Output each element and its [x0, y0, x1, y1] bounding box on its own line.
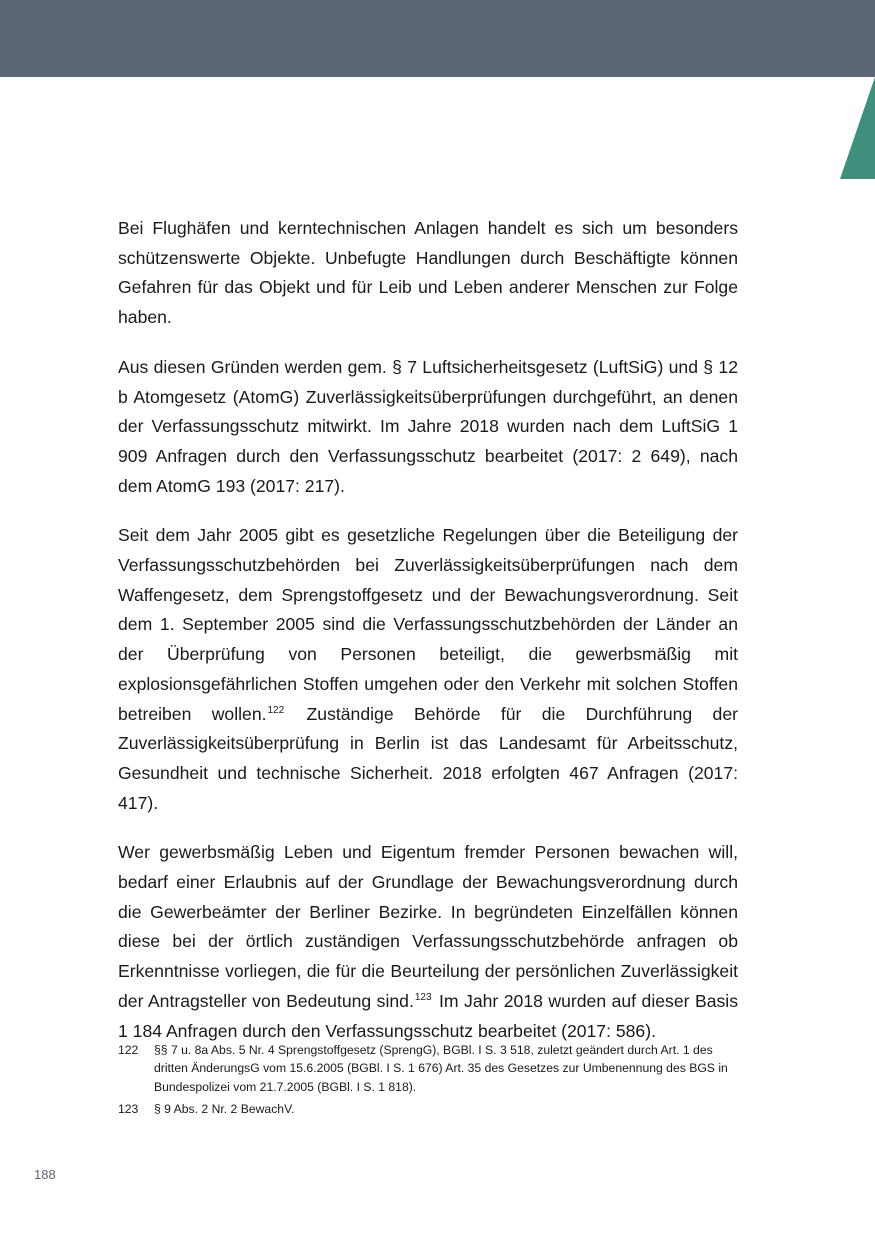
footnote-number: 123 — [118, 1102, 139, 1117]
header-bar — [0, 0, 875, 77]
body-text — [118, 214, 738, 1046]
paragraph-4 — [118, 838, 738, 1046]
paragraph-3-part-1: Seit dem Jahr 2005 gibt es gesetzliche Regelungen über die Beteiligung der Verfassungsschutzbehörden bei Zuverlässigkeitsüberprüfungen nach dem Waffengesetz, dem Sprengstoffgesetz und der Bewachungsverordnung. Seit dem 1. September 2005 sind die Verfassungsschutzbehörden der Länder an der Überprüfung von Personen beteiligt, die gewerbsmäßig mit explosionsgefährlichen Stoffen umgehen oder den Verkehr mit solchen Stoffen betreiben wollen. — [118, 525, 738, 724]
footnote-text: § 9 Abs. 2 Nr. 2 BewachV. — [154, 1102, 295, 1117]
paragraph-3 — [118, 521, 738, 818]
paragraph-4-part-2: Im Jahr 2018 wurden auf dieser Basis 1 184 Anfragen durch den Verfassungsschutz bearbeitet (2017: 586). — [118, 990, 738, 1041]
footnote-ref-123[interactable]: 123 — [414, 992, 432, 1004]
footnote-122 — [118, 1041, 740, 1096]
footnote-number: 122 — [118, 1043, 139, 1057]
page-number: 188 — [34, 1167, 56, 1182]
paragraph-4-part-1: Wer gewerbsmäßig Leben und Eigentum fremder Personen bewachen will, bedarf einer Erlaubnis auf der Grundlage der Bewachungsverordnung durch die Gewerbeämter der Berliner Bezirke. In begründeten Einzelfällen können diese bei der örtlich zuständigen Verfassungsschutzbehörde anfragen ob Erkenntnisse vorliegen, die für die Beurteilung der persönlichen Zuverlässigkeit der Antragsteller von Bedeutung sind. — [118, 842, 738, 1011]
teal-corner-triangle — [840, 77, 875, 179]
footnote-text: §§ 7 u. 8a Abs. 5 Nr. 4 Sprengstoffgesetz (SprengG), BGBl. I S. 3 518, zuletzt geändert durch Art. 1 des dritten ÄnderungsG vom 15.6.2005 (BGBl. I S. 1 676) Art. 35 des Gesetzes zur Umbenennung des BGS in Bundespolizei vom 21.7.2005 (BGBl. I S. 1 818). — [154, 1043, 728, 1094]
paragraph-3-part-2: Zuständige Behörde für die Durchführung der Zuverlässigkeitsüberprüfung in Berlin ist das Landesamt für Arbeitsschutz, Gesundheit und technische Sicherheit. 2018 erfolgten 467 Anfragen (2017: 417). — [118, 703, 738, 813]
paragraph-1: Bei Flughäfen und kerntechnischen Anlagen handelt es sich um besonders schützenswerte Objekte. Unbefugte Handlungen durch Beschäftigte können Gefahren für das Objekt und für Leib und Leben anderer Menschen zur Folge haben. — [118, 218, 738, 328]
paragraph-2: Aus diesen Gründen werden gem. § 7 Luftsicherheitsgesetz (LuftSiG) und § 12 b Atomgesetz (AtomG) Zuverlässigkeitsüberprüfungen durchgeführt, an denen der Verfassungsschutz mitwirkt. Im Jahre 2018 wurden nach dem LuftSiG 1 909 Anfragen durch den Verfassungsschutz bearbeitet (2017: 2 649), nach dem AtomG 193 (2017: 217). — [118, 356, 738, 496]
footnote-123 — [118, 1100, 740, 1118]
footnote-ref-122[interactable]: 122 — [267, 704, 285, 716]
footnotes — [118, 1041, 740, 1123]
